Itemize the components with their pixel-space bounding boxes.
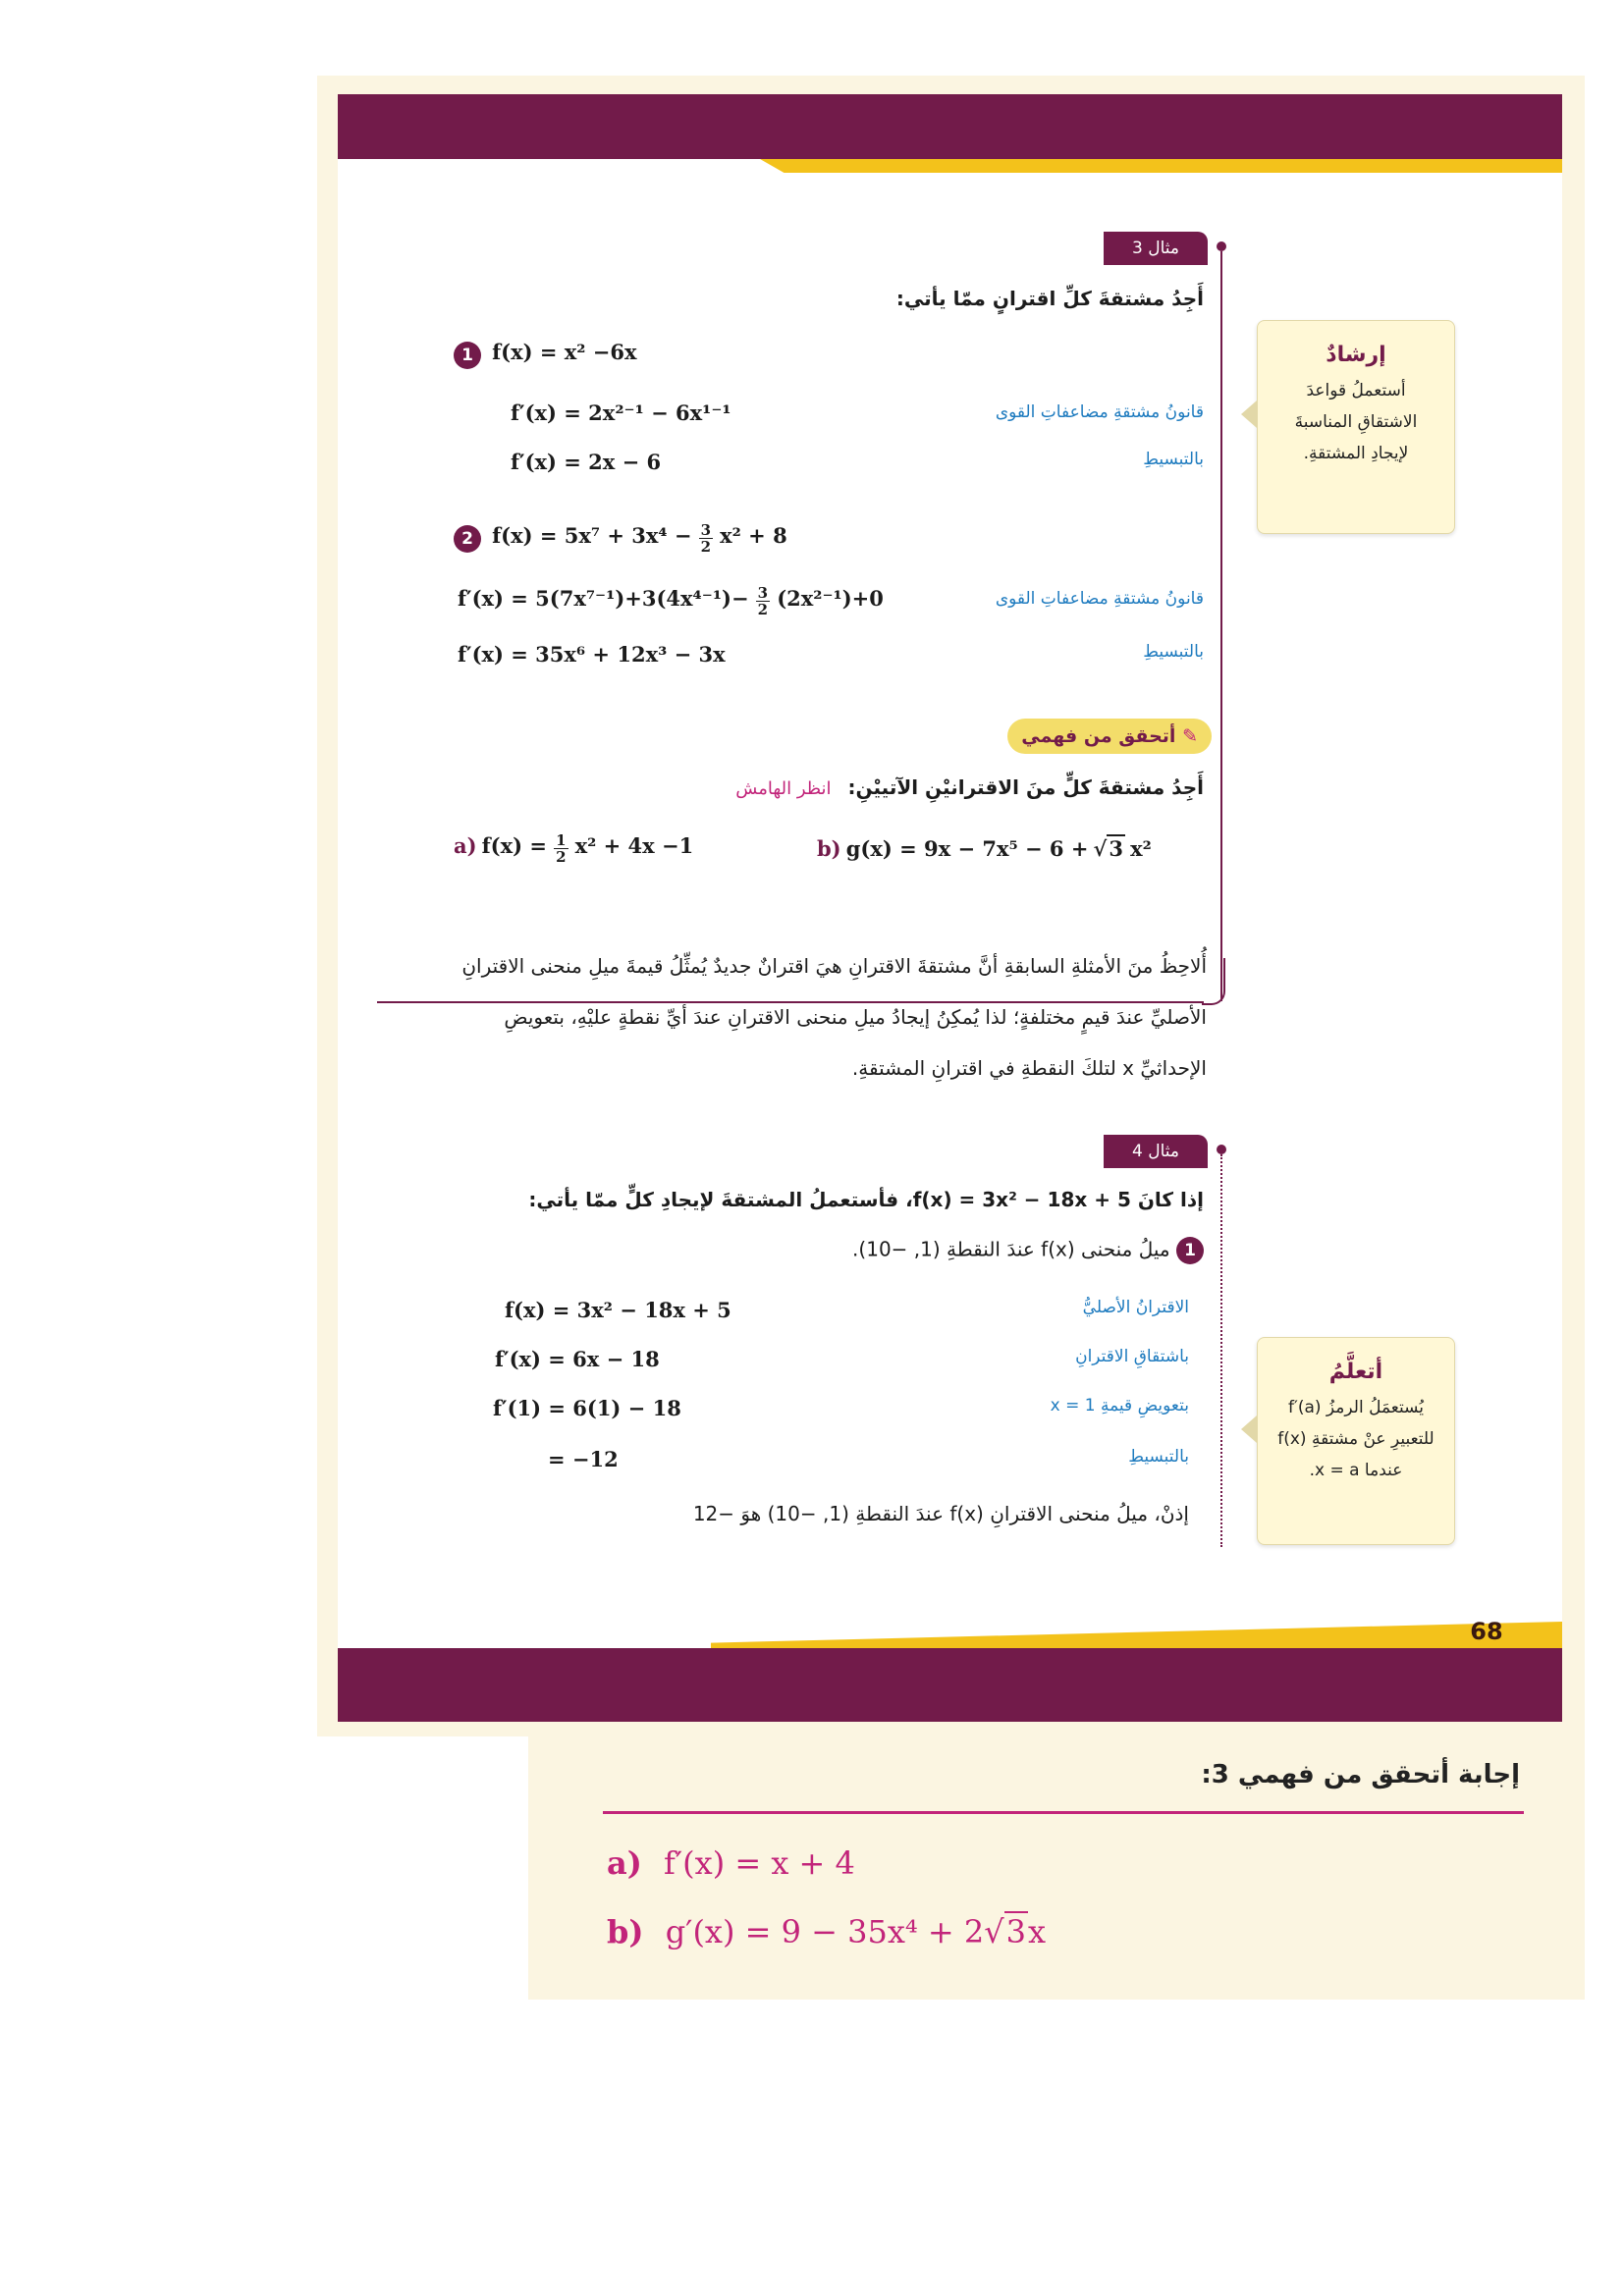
example4-dot [1217, 1145, 1226, 1154]
check-part-a [454, 832, 693, 865]
part1-step1: f′(x) = 2x²⁻¹ − 6x¹⁻¹ [511, 400, 731, 425]
hint-title: إرشادٌ [1326, 343, 1386, 367]
example4-conclusion: إذنْ، ميلُ منحنى الاقترانِ f(x) عندَ النقطةِ (1, −10) هوَ −12 [692, 1502, 1189, 1525]
textbook-page [338, 94, 1562, 1722]
example3-rule [1220, 251, 1222, 1001]
ex4-row1-label: الاقترانُ الأصليُّ [1082, 1298, 1189, 1317]
part2-function-left: f(x) = 5x⁷ + 3x⁴ − [492, 523, 692, 548]
ex4-row4-math: = −12 [548, 1447, 619, 1471]
check-b-tail: x² [1130, 836, 1152, 861]
check-a-left: f(x) = [481, 833, 547, 858]
ex4-row2-math: f′(x) = 6x − 18 [495, 1347, 660, 1371]
margin-note: انظر الهامش [735, 778, 832, 799]
footer-gold-stripe [711, 1622, 1562, 1648]
hint-pointer [1241, 400, 1257, 428]
footer-band [338, 1648, 1562, 1722]
example3-part2 [454, 522, 787, 555]
learn-line-1: يُستعمَلُ الرمزُ f′(a) [1287, 1398, 1425, 1417]
answer-title: إجابة أتحقق من فهمي 3: [1201, 1760, 1520, 1789]
check-understanding-title: ✎ أتحقق من فهمي [1007, 719, 1212, 754]
part2-rule1: قانونُ مشتقةِ مضاعفاتِ القوى [995, 589, 1204, 609]
ex4-row3-label: بتعويضِ قيمةِ x = 1 [1050, 1396, 1189, 1415]
answer-b-expr: g′(x) = 9 − 35x⁴ + 2 [665, 1913, 985, 1950]
hint-line-2: الاشتقاقِ المناسبةَ [1294, 412, 1418, 432]
part2-fraction: $\frac{3}{2}$ [700, 521, 712, 556]
example4-rule [1220, 1154, 1222, 1547]
part1-rule1: قانونُ مشتقةِ مضاعفاتِ القوى [995, 402, 1204, 422]
example4-tab: مثال 4 [1104, 1135, 1208, 1168]
part2-step1-left: f′(x) = 5(7x⁷⁻¹)+3(4x⁴⁻¹)− [458, 586, 749, 611]
part2-function-right: x² + 8 [720, 523, 787, 548]
part1-rule2: بالتبسيطِ [1143, 450, 1204, 469]
answer-b-label: b) [607, 1913, 644, 1950]
example3-bottom-rule [377, 1001, 1204, 1003]
header-band [338, 94, 1562, 159]
learn-box [1257, 1337, 1455, 1545]
part2-rule2: بالتبسيطِ [1143, 642, 1204, 662]
part2-step1-right: (2x²⁻¹)+0 [777, 586, 884, 611]
part2-step1 [458, 585, 884, 617]
page-number: 68 [1470, 1618, 1503, 1645]
check-part-b [817, 836, 1152, 861]
example4-question1: 1 ميلُ منحنى f(x) عندَ النقطةِ (1, −10). [852, 1237, 1204, 1264]
paragraph-line-3: الإحداثيِّ x لتلكَ النقطةِ في اقترانِ المشتقةِ. [851, 1056, 1207, 1080]
hint-line-3: لإيجادِ المشتقةِ. [1303, 444, 1409, 463]
ex4-row3-math: f′(1) = 6(1) − 18 [493, 1396, 681, 1420]
example3-dot [1217, 241, 1226, 251]
check-a-label: a) [454, 833, 477, 858]
example4-prompt: إذا كانَ f(x) = 3x² − 18x + 5، فأستعملُ المشتقةَ لإيجادِ كلٍّ ممّا يأتي: [528, 1188, 1204, 1211]
example3-part1 [454, 340, 637, 369]
check-prompt: أَجِدُ مشتقةَ كلٍّ منَ الاقترانيْنِ الآتييْنِ: انظر الهامش [735, 775, 1204, 799]
answer-b-sqrt: √3 [984, 1913, 1026, 1950]
answer-a [607, 1844, 855, 1882]
learn-line-2: للتعبيرِ عنْ مشتقةِ f(x) [1277, 1429, 1435, 1449]
check-a-right: x² + 4x −1 [574, 833, 694, 858]
paragraph-line-1: أُلاحِظُ منَ الأمثلةِ السابقةِ أنَّ مشتقةَ الاقترانِ هيَ اقترانٌ جديدٌ يُمثِّلُ قيمةَ ميلِ منحنى الاقترانِ [461, 954, 1207, 978]
learn-title: أتعلَّمُ [1328, 1360, 1383, 1384]
part2-step1-fraction: $\frac{3}{2}$ [757, 584, 769, 618]
paragraph-line-2: الأصليِّ عندَ قيمٍ مختلفةٍ؛ لذا يُمكِنُ إيجادُ ميلِ منحنى الاقترانِ عندَ أيِّ نقطةٍ عليْهِ، بتعويضِ [504, 1005, 1207, 1029]
part1-badge: 1 [454, 342, 481, 369]
q1-badge: 1 [1176, 1237, 1204, 1264]
check-a-fraction: $\frac{1}{2}$ [556, 831, 567, 866]
answer-rule [603, 1811, 1524, 1814]
answer-b [607, 1913, 1046, 1950]
answer-box [528, 1736, 1585, 2000]
ex4-row1-math: f(x) = 3x² − 18x + 5 [505, 1298, 731, 1322]
check-b-label: b) [817, 836, 841, 861]
ex4-row4-label: بالتبسيطِ [1128, 1447, 1189, 1467]
ex4-row2-label: باشتقاقِ الاقترانِ [1075, 1347, 1189, 1366]
answer-b-tail: x [1027, 1913, 1047, 1950]
hint-line-1: أستعملُ قواعدَ [1306, 381, 1406, 400]
example3-tab: مثال 3 [1104, 232, 1208, 265]
hint-box [1257, 320, 1455, 534]
answer-a-expr: f′(x) = x + 4 [664, 1844, 855, 1882]
header-gold-stripe [760, 159, 1562, 173]
pencil-icon: ✎ [1182, 725, 1198, 747]
part2-step2: f′(x) = 35x⁶ + 12x³ − 3x [458, 642, 726, 667]
answer-a-label: a) [607, 1844, 642, 1882]
part1-step2: f′(x) = 2x − 6 [511, 450, 662, 474]
part2-badge: 2 [454, 525, 481, 553]
part1-function: f(x) = x² −6x [492, 340, 637, 364]
learn-pointer [1241, 1415, 1257, 1443]
example3-prompt: أَجِدُ مشتقةَ كلِّ اقترانٍ ممّا يأتي: [895, 287, 1204, 310]
check-b-sqrt: √3 [1093, 836, 1123, 861]
check-b-expr: g(x) = 9x − 7x⁵ − 6 + [845, 836, 1089, 861]
learn-line-3: عندما x = a. [1309, 1461, 1403, 1480]
